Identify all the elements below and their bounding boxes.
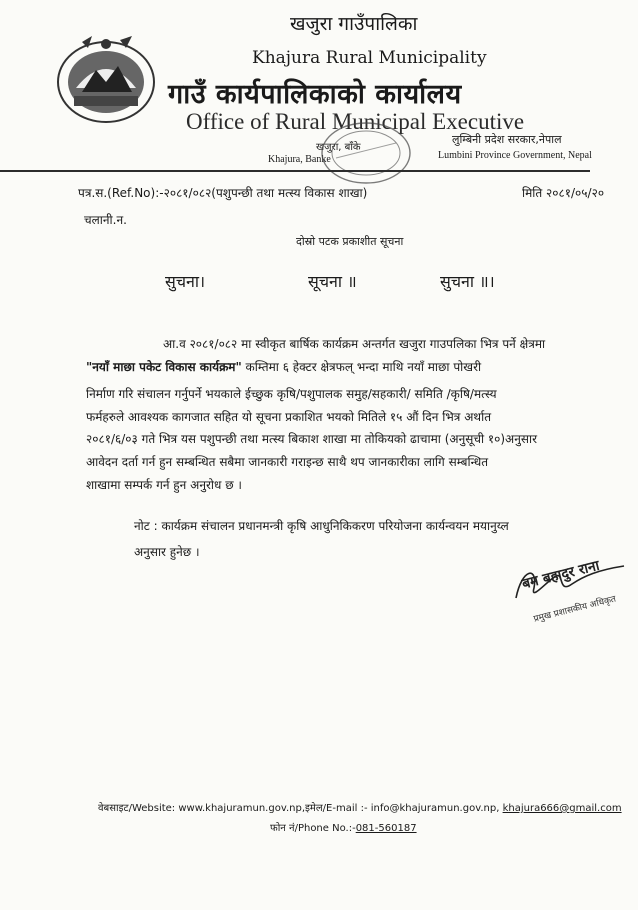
letter-date: मिति २०८१/०५/२० xyxy=(522,186,605,200)
note-line-1: नोट : कार्यक्रम संचालन प्रधानमन्त्री कृषि आधुनिकिकरण परियोजना कार्यन्वयन मयानुय्ल xyxy=(134,519,509,533)
notice-subheading: दोस्रो पटक प्रकाशीत सूचना xyxy=(296,235,404,248)
footer-phone xyxy=(270,820,417,834)
body-line: निर्माण गरि संचालन गर्नुपर्ने भयकाले ईच्छुक कृषि/पशुपालक समुह/सहकारी/ समिति /कृषि/मत्स्य xyxy=(86,387,497,401)
notice-heading-1: सुचना। xyxy=(165,272,206,291)
email-link-2[interactable]: khajura666@gmail.com xyxy=(502,803,622,814)
footer-contact xyxy=(98,800,622,814)
government-emblem-icon xyxy=(52,30,160,128)
dispatch-number: चलानी.न. xyxy=(84,213,127,227)
email-label: इमेल/E-mail :- xyxy=(305,803,368,814)
office-stamp-icon xyxy=(316,118,416,188)
province-en: Lumbini Province Government, Nepal xyxy=(438,150,592,161)
program-name: "नयाँ माछा पकेट विकास कार्यक्रम" xyxy=(86,360,242,374)
signatory-name: बम बहादुर राना xyxy=(520,557,602,593)
notice-heading-3: सुचना ॥। xyxy=(440,272,495,291)
note-line-2: अनुसार हुनेछ । xyxy=(134,545,200,559)
phone-label: फोन नं/Phone No.:- xyxy=(270,823,356,834)
municipality-name-np: खजुरा गाउँपालिका xyxy=(290,13,418,35)
email-link-1[interactable]: info@khajuramun.gov.np, xyxy=(370,803,500,814)
body-line-rest: कम्तिमा ६ हेक्टर क्षेत्रफल् भन्दा माथि नयाँ माछा पोखरी xyxy=(241,360,482,374)
body-line: आ.व २०८१/०८२ मा स्वीकृत बार्षिक कार्यक्रम अन्तर्गत खजुरा गाउपलिका भित्र पर्ने क्षेत्रमा xyxy=(163,337,546,351)
phone-number[interactable]: 081-560187 xyxy=(355,823,417,834)
address-np: खजुरा, बाँके xyxy=(316,142,361,153)
body-line: फर्महरुले आवश्यक कागजात सहित यो सूचना प्रकाशित भयको मितिले १५ औं दिन भित्र अर्थात xyxy=(86,410,492,424)
reference-number: पत्र.स.(Ref.No):-२०८१/०८२(पशुपन्छी तथा मत्स्य विकास शाखा) xyxy=(78,186,368,200)
province-np: लुम्बिनी प्रदेश सरकार,नेपाल xyxy=(452,133,562,146)
office-name-en: Office of Rural Municipal Executive xyxy=(186,109,525,134)
body-line: २०८१/६/०३ गते भित्र यस पशुपन्छी तथा मत्स्य बिकाश शाखा मा तोकियको ढाचामा (अनुसूची १०)अनुसार xyxy=(86,432,538,446)
body-line: आवेदन दर्ता गर्न हुन सम्बन्धित सबैमा जानकारी गराइन्छ साथै थप जानकारीका लागि सम्बन्धित xyxy=(86,455,489,469)
website-label: वेबसाइट/Website: xyxy=(98,803,176,814)
address-en: Khajura, Banke xyxy=(268,154,331,165)
website-link[interactable]: www.khajuramun.gov.np, xyxy=(178,803,306,814)
body-line xyxy=(86,358,481,375)
notice-heading-2: सूचना ॥ xyxy=(308,272,357,291)
office-name-np: गाउँ कार्यपालिकाको कार्यालय xyxy=(168,79,462,110)
body-line: शाखामा सम्पर्क गर्न हुन अनुरोध छ । xyxy=(86,478,242,492)
municipality-name-en: Khajura Rural Municipality xyxy=(252,48,487,68)
header-divider xyxy=(0,170,590,172)
signatory-title: प्रमुख प्रशासकीय अधिकृत xyxy=(532,594,618,625)
